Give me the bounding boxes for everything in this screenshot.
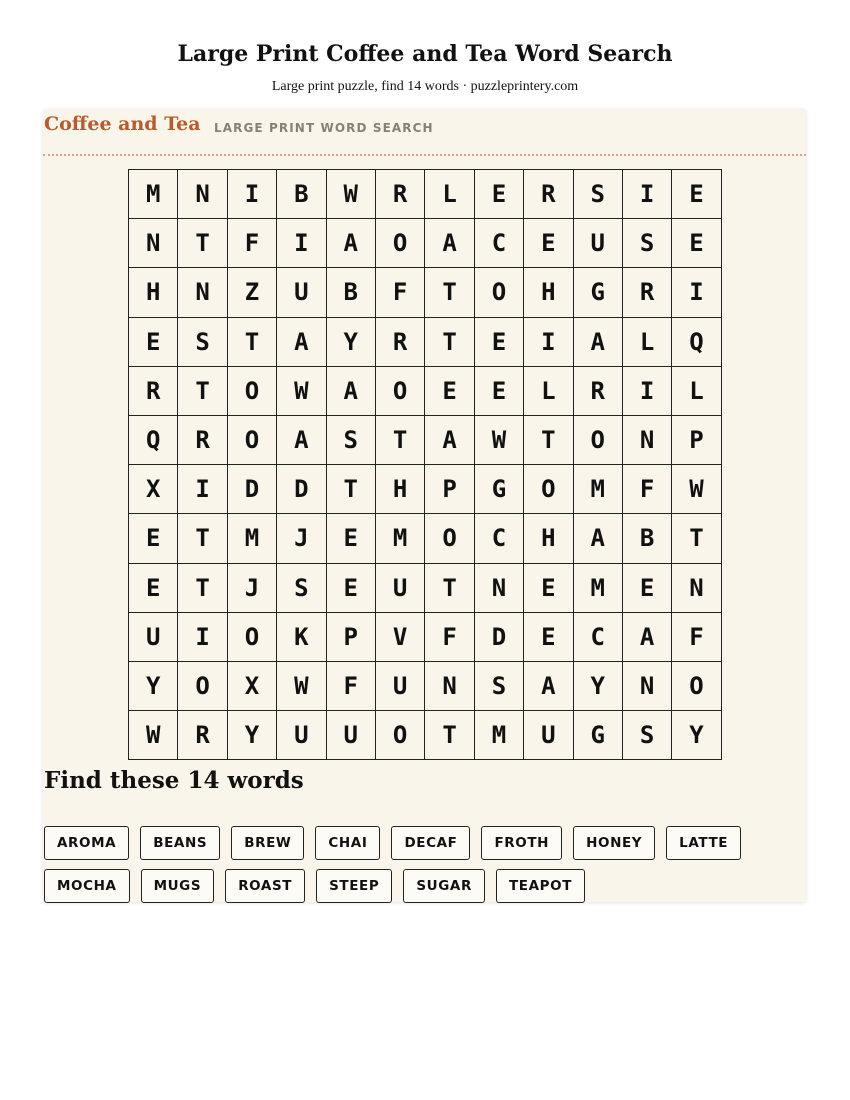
grid-cell: A [524,661,573,710]
grid-cell: H [524,268,573,317]
grid-cell: X [227,661,276,710]
grid-cell: O [227,366,276,415]
word-chip: CHAI [315,826,380,860]
grid-cell: Y [129,661,178,710]
grid-cell: M [474,711,523,760]
grid-cell: H [129,268,178,317]
grid-cell: R [129,366,178,415]
grid-cell: I [622,366,671,415]
grid-cell: R [375,170,424,219]
grid-cell: R [375,317,424,366]
grid-cell: R [178,711,227,760]
page-title: Large Print Coffee and Tea Word Search [177,41,673,67]
grid-cell: G [573,268,622,317]
grid-cell: K [277,612,326,661]
grid-cell: T [178,514,227,563]
grid-cell: D [474,612,523,661]
grid-cell: E [326,563,375,612]
grid-cell: T [524,415,573,464]
grid-row [129,366,722,415]
grid-cell: S [622,219,671,268]
grid-row [129,415,722,464]
grid-cell: O [375,366,424,415]
grid-cell: U [375,563,424,612]
grid-cell: O [227,415,276,464]
grid-cell: D [227,465,276,514]
grid-cell: T [425,317,474,366]
grid-cell: I [622,170,671,219]
grid-cell: Z [227,268,276,317]
grid-cell: I [524,317,573,366]
card-header [43,109,806,156]
grid-cell: E [524,612,573,661]
grid-cell: E [129,563,178,612]
grid-cell: V [375,612,424,661]
grid-cell: U [524,711,573,760]
grid-cell: U [277,711,326,760]
grid-cell: G [474,465,523,514]
grid-cell: A [326,366,375,415]
grid-cell: F [326,661,375,710]
grid-cell: T [178,563,227,612]
page-subtitle: Large print puzzle, find 14 words · puzzleprintery.com [271,79,579,94]
word-chip: BREW [231,826,304,860]
grid-cell: P [672,415,721,464]
grid-cell: U [573,219,622,268]
grid-cell: W [672,465,721,514]
grid-cell: N [425,661,474,710]
card-kicker: LARGE PRINT WORD SEARCH [214,121,434,135]
grid-row [129,170,722,219]
grid-cell: E [425,366,474,415]
grid-cell: N [622,661,671,710]
letter-grid [128,169,722,760]
grid-cell: H [524,514,573,563]
grid-cell: Q [672,317,721,366]
grid-cell: I [178,612,227,661]
grid-cell: T [672,514,721,563]
grid-cell: F [672,612,721,661]
grid-cell: G [573,711,622,760]
grid-cell: F [425,612,474,661]
grid-row [129,317,722,366]
word-chip: HONEY [573,826,655,860]
grid-cell: F [622,465,671,514]
grid-cell: S [277,563,326,612]
word-chip: STEEP [316,869,392,903]
grid-cell: A [622,612,671,661]
grid-cell: N [129,219,178,268]
grid-row [129,268,722,317]
grid-cell: O [672,661,721,710]
grid-cell: T [178,366,227,415]
grid-cell: E [622,563,671,612]
grid-cell: J [227,563,276,612]
grid-cell: U [129,612,178,661]
grid-cell: W [326,170,375,219]
grid-cell: O [178,661,227,710]
grid-row [129,219,722,268]
grid-cell: L [672,366,721,415]
grid-cell: S [178,317,227,366]
grid-cell: J [277,514,326,563]
grid-cell: Y [326,317,375,366]
grid-cell: T [425,268,474,317]
grid-cell: M [375,514,424,563]
grid-cell: U [277,268,326,317]
grid-cell: O [573,415,622,464]
grid-cell: B [622,514,671,563]
grid-cell: L [622,317,671,366]
grid-row [129,465,722,514]
grid-cell: S [622,711,671,760]
grid-cell: N [474,563,523,612]
grid-cell: S [474,661,523,710]
grid-cell: E [672,219,721,268]
grid-cell: S [326,415,375,464]
grid-cell: T [178,219,227,268]
grid-cell: E [129,514,178,563]
grid-cell: T [425,711,474,760]
word-chip: MOCHA [44,869,130,903]
grid-cell: D [277,465,326,514]
grid-cell: R [573,366,622,415]
grid-cell: E [474,317,523,366]
grid-cell: O [375,219,424,268]
grid-row [129,563,722,612]
grid-cell: F [375,268,424,317]
grid-cell: E [129,317,178,366]
word-chip: BEANS [140,826,220,860]
grid-cell: C [474,219,523,268]
card-title: Coffee and Tea [44,113,201,135]
grid-cell: Y [573,661,622,710]
grid-cell: C [573,612,622,661]
grid-cell: W [277,661,326,710]
grid-cell: U [326,711,375,760]
grid-cell: E [524,563,573,612]
grid-cell: A [425,219,474,268]
grid-cell: Y [672,711,721,760]
grid-cell: L [425,170,474,219]
word-chip: FROTH [481,826,562,860]
grid-cell: W [474,415,523,464]
word-chip: MUGS [141,869,215,903]
grid-cell: H [375,465,424,514]
grid-row [129,514,722,563]
grid-cell: B [326,268,375,317]
grid-cell: O [227,612,276,661]
grid-cell: U [375,661,424,710]
grid-cell: E [672,170,721,219]
grid-cell: I [277,219,326,268]
grid-cell: I [178,465,227,514]
grid-cell: A [277,415,326,464]
grid-cell: A [326,219,375,268]
words-heading: Find these 14 words [44,767,304,794]
grid-cell: L [524,366,573,415]
grid-cell: T [227,317,276,366]
grid-cell: N [622,415,671,464]
grid-row [129,612,722,661]
grid-cell: E [474,170,523,219]
word-chip: ROAST [225,869,305,903]
grid-cell: E [326,514,375,563]
grid-cell: C [474,514,523,563]
grid-cell: A [573,317,622,366]
grid-cell: I [672,268,721,317]
grid-cell: B [277,170,326,219]
grid-cell: E [474,366,523,415]
word-chip: DECAF [391,826,470,860]
grid-cell: T [326,465,375,514]
grid-cell: N [178,268,227,317]
grid-row [129,661,722,710]
grid-cell: X [129,465,178,514]
grid-cell: W [277,366,326,415]
grid-cell: M [573,563,622,612]
grid-cell: P [326,612,375,661]
grid-cell: S [573,170,622,219]
grid-cell: T [425,563,474,612]
word-chip: TEAPOT [496,869,585,903]
grid-cell: A [277,317,326,366]
grid-cell: O [425,514,474,563]
grid-cell: R [178,415,227,464]
grid-row [129,711,722,760]
grid-cell: E [524,219,573,268]
grid-cell: M [227,514,276,563]
grid-cell: R [524,170,573,219]
grid-cell: I [227,170,276,219]
word-chip: AROMA [44,826,129,860]
grid-cell: P [425,465,474,514]
grid-cell: R [622,268,671,317]
puzzle-card [43,109,806,902]
grid-cell: O [524,465,573,514]
grid-cell: O [375,711,424,760]
grid-cell: T [375,415,424,464]
grid-cell: Q [129,415,178,464]
grid-cell: M [129,170,178,219]
word-chip: LATTE [666,826,741,860]
grid-cell: O [474,268,523,317]
grid-cell: A [573,514,622,563]
word-chip: SUGAR [403,869,485,903]
word-list [44,826,784,903]
grid-cell: W [129,711,178,760]
grid-cell: F [227,219,276,268]
grid-cell: A [425,415,474,464]
grid-cell: N [672,563,721,612]
grid-cell: M [573,465,622,514]
grid-cell: Y [227,711,276,760]
grid-cell: N [178,170,227,219]
